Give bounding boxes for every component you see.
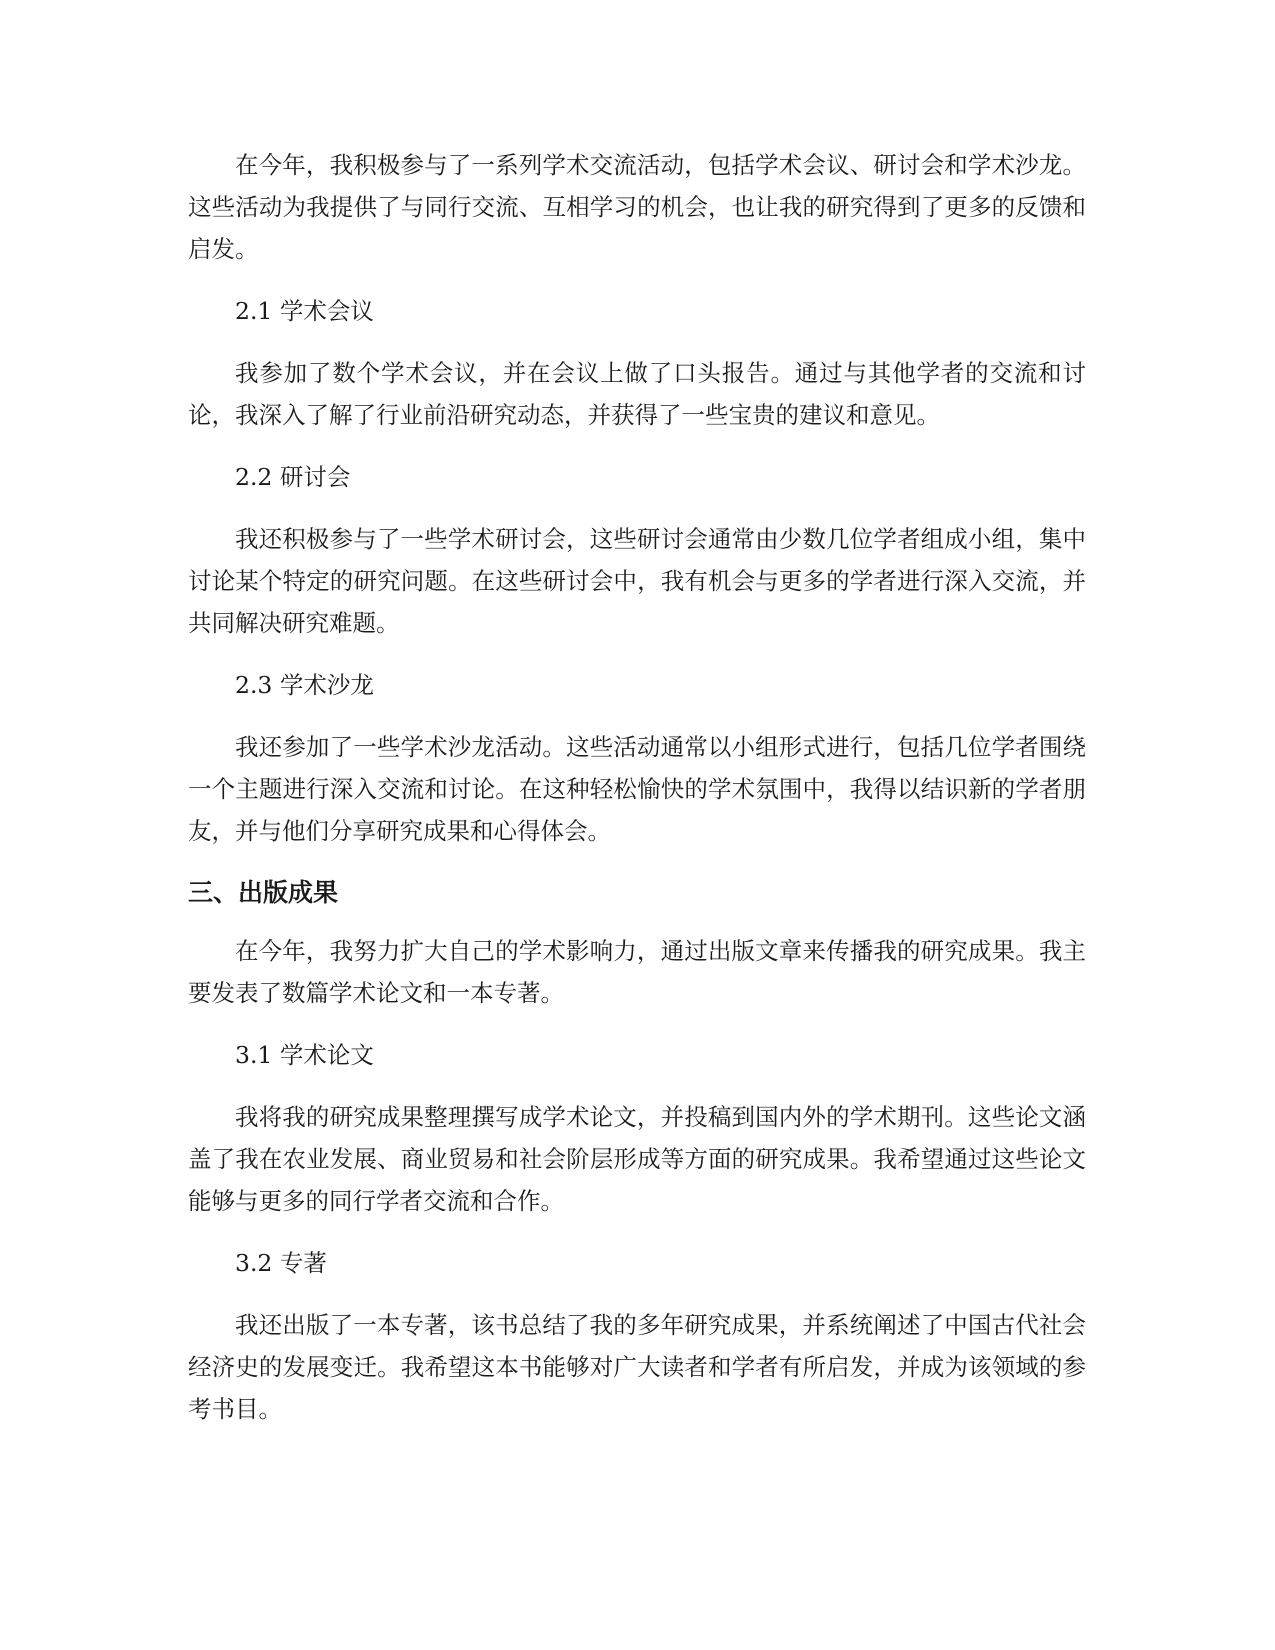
subheading-conference: 2.1 学术会议 [235,297,374,325]
paragraph-seminar: 我还积极参与了一些学术研讨会，这些研讨会通常由少数几位学者组成小组，集中讨论某个特定的研究问题。在这些研讨会中，我有机会与更多的学者进行深入交流，并共同解决研究难题。 [188,525,1086,637]
paragraph-papers: 我将我的研究成果整理撰写成学术论文，并投稿到国内外的学术期刊。这些论文涵盖了我在农业发展、商业贸易和社会阶层形成等方面的研究成果。我希望通过这些论文能够与更多的同行学者交流和合作。 [188,1103,1086,1215]
subheading-monograph: 3.2 专著 [235,1249,327,1277]
paragraph-academic-exchange: 在今年，我积极参与了一系列学术交流活动，包括学术会议、研讨会和学术沙龙。这些活动为我提供了与同行交流、互相学习的机会，也让我的研究得到了更多的反馈和启发。 [188,151,1086,263]
subheading-salon: 2.3 学术沙龙 [235,671,374,699]
section-heading-publications: 三、出版成果 [188,878,339,907]
paragraph-publications: 在今年，我努力扩大自己的学术影响力，通过出版文章来传播我的研究成果。我主要发表了数篇学术论文和一本专著。 [188,937,1086,1007]
paragraph-monograph: 我还出版了一本专著，该书总结了我的多年研究成果，并系统阐述了中国古代社会经济史的发展变迁。我希望这本书能够对广大读者和学者有所启发，并成为该领域的参考书目。 [188,1311,1086,1423]
paragraph-salon: 我还参加了一些学术沙龙活动。这些活动通常以小组形式进行，包括几位学者围绕一个主题进行深入交流和讨论。在这种轻松愉快的学术氛围中，我得以结识新的学者朋友，并与他们分享研究成果和心得体会。 [188,733,1086,845]
subheading-papers: 3.1 学术论文 [235,1041,374,1069]
subheading-seminar: 2.2 研讨会 [235,463,351,491]
paragraph-conference: 我参加了数个学术会议，并在会议上做了口头报告。通过与其他学者的交流和讨论，我深入了解了行业前沿研究动态，并获得了一些宝贵的建议和意见。 [188,359,1086,429]
document-body [188,144,1086,1450]
